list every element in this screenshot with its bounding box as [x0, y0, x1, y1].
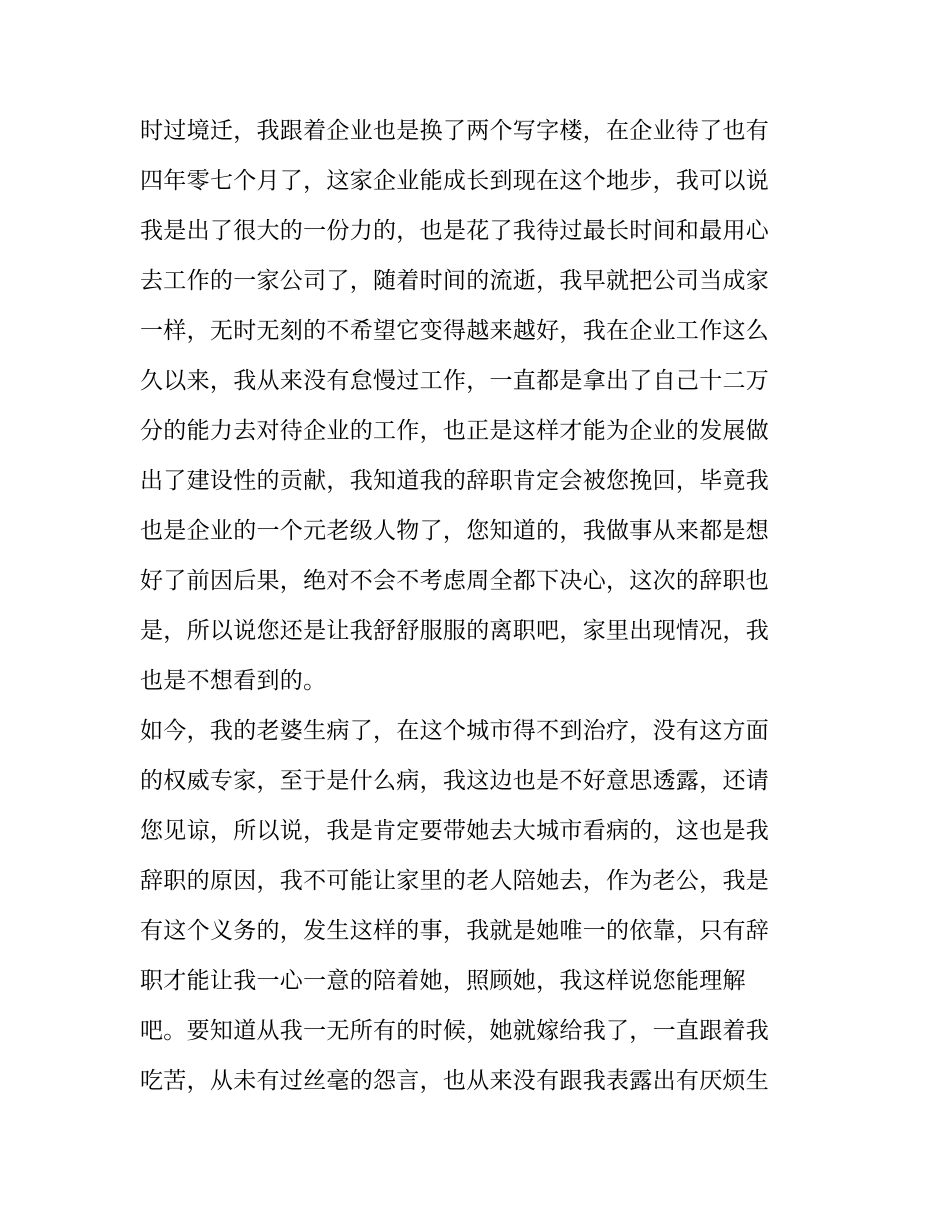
text-line: 是，所以说您还是让我舒舒服服的离职吧，家里出现情况，我	[140, 618, 770, 644]
text-line: 也是企业的一个元老级人物了，您知道的，我做事从来都是想	[140, 518, 770, 544]
text-line: 久以来，我从来没有怠慢过工作，一直都是拿出了自己十二万	[140, 368, 770, 394]
text-line: 如今，我的老婆生病了，在这个城市得不到治疗，没有这方面	[140, 718, 770, 744]
text-line: 去工作的一家公司了，随着时间的流逝，我早就把公司当成家	[140, 268, 770, 294]
text-line: 吃苦，从未有过丝毫的怨言，也从来没有跟我表露出有厌烦生	[140, 1068, 770, 1094]
text-line: 好了前因后果，绝对不会不考虑周全都下决心，这次的辞职也	[140, 568, 770, 594]
text-line: 我是出了很大的一份力的，也是花了我待过最长时间和最用心	[140, 218, 770, 244]
text-line: 有这个义务的，发生这样的事，我就是她唯一的依靠，只有辞	[140, 918, 770, 944]
text-line: 也是不想看到的。	[140, 668, 327, 694]
text-line: 辞职的原因，我不可能让家里的老人陪她去，作为老公，我是	[140, 868, 770, 894]
body-text	[140, 106, 820, 1106]
text-line: 的权威专家，至于是什么病，我这边也是不好意思透露，还请	[140, 768, 770, 794]
text-line: 出了建设性的贡献，我知道我的辞职肯定会被您挽回，毕竟我	[140, 468, 770, 494]
text-line: 您见谅，所以说，我是肯定要带她去大城市看病的，这也是我	[140, 818, 770, 844]
text-line: 四年零七个月了，这家企业能成长到现在这个地步，我可以说	[140, 168, 770, 194]
text-line: 时过境迁，我跟着企业也是换了两个写字楼，在企业待了也有	[140, 118, 770, 144]
text-line: 分的能力去对待企业的工作，也正是这样才能为企业的发展做	[140, 418, 770, 444]
text-line: 一样，无时无刻的不希望它变得越来越好，我在企业工作这么	[140, 318, 770, 344]
text-line: 吧。要知道从我一无所有的时候，她就嫁给我了，一直跟着我	[140, 1018, 770, 1044]
text-line: 职才能让我一心一意的陪着她，照顾她，我这样说您能理解	[140, 968, 746, 994]
